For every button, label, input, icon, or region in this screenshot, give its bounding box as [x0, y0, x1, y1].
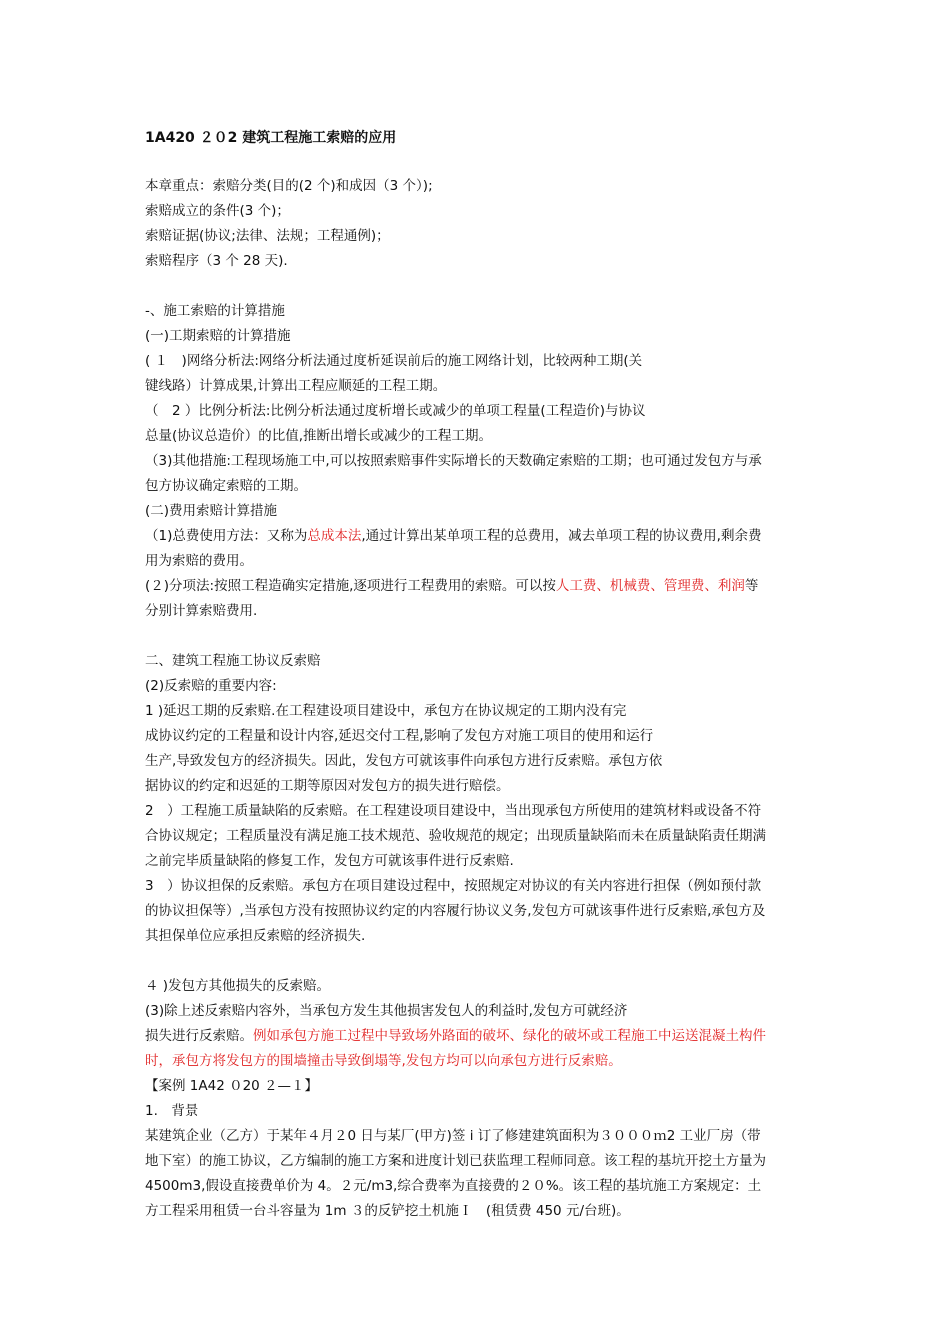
highlighted-text: 人工费、机械费、管理费、利润: [555, 578, 745, 594]
text-line: [145, 1024, 810, 1049]
text-line: [145, 1049, 810, 1074]
text-line: 1. 背景: [145, 1103, 199, 1119]
text-line: 键线路）计算成果,计算出工程应顺延的工程工期。: [145, 378, 447, 394]
text-line: (二)费用索赔计算措施: [145, 503, 278, 519]
text-line: 【案例 1A42 ０20 ２—１】: [145, 1078, 319, 1094]
text-line: [145, 574, 810, 599]
text-segment: (２)分项法:按照工程造确实定措施,逐项进行工程费用的索赔。可以按: [145, 578, 556, 594]
blank-line: [145, 274, 810, 299]
text-line: 成协议约定的工程量和设计内容,延迟交付工程,影响了发包方对施工项目的使用和运行: [145, 728, 654, 744]
text-line: 包方协议确定索赔的工期。: [145, 478, 307, 494]
text-line: ４ )发包方其他损失的反索赔。: [145, 978, 331, 994]
text-line: (2)反索赔的重要内容:: [145, 678, 277, 694]
text-line: 用为索赔的费用。: [145, 553, 253, 569]
text-line: 4500m3,假设直接费单价为 4。２元/m3,综合费率为直接费的２０%。该工程的基坑施工方案规定：土: [145, 1178, 762, 1194]
text-line: (3)除上述反索赔内容外，当承包方发生其他损害发包人的利益时,发包方可就经济: [145, 1003, 628, 1019]
highlighted-text: 例如承包方施工过程中导致场外路面的破坏、绿化的破坏或工程施工中运送混凝土构件: [253, 1028, 766, 1044]
text-line: 的协议担保等）,当承包方没有按照协议约定的内容履行协议义务,发包方可就该事件进行反索赔,承包方及: [145, 903, 766, 919]
document-body: [145, 127, 810, 1224]
text-line: 2 ）工程施工质量缺陷的反索赔。在工程建设项目建设中，当出现承包方所使用的建筑材料或设备不符: [145, 803, 762, 819]
highlighted-text: 时，承包方将发包方的围墙撞击导致倒塌等,发包方均可以向承包方进行反索赔。: [145, 1053, 622, 1069]
text-line: 索赔成立的条件(3 个)；: [145, 203, 290, 219]
text-segment: 等: [744, 578, 759, 594]
text-line: -、施工索赔的计算措施: [145, 303, 285, 319]
text-line: 索赔程序（3 个 28 天).: [145, 253, 288, 269]
text-line: 3 ）协议担保的反索赔。承包方在项目建设过程中，按照规定对协议的有关内容进行担保（例如预付款: [145, 878, 762, 894]
text-segment: ,通过计算出某单项工程的总费用，减去单项工程的协议费用,剩余费: [361, 528, 762, 544]
text-line: 1 )延迟工期的反索赔.在工程建设项目建设中，承包方在协议规定的工期内没有完: [145, 703, 627, 719]
blank-line: [145, 624, 810, 649]
text-line: 之前完毕质量缺陷的修复工作，发包方可就该事件进行反索赔.: [145, 853, 514, 869]
text-line: 总量(协议总造价）的比值,推断出增长或减少的工程工期。: [145, 428, 493, 444]
text-line: 分别计算索赔费用.: [145, 603, 258, 619]
text-line: 合协议规定；工程质量没有满足施工技术规范、验收规范的规定；出现质量缺陷而未在质量缺陷责任期满: [145, 828, 766, 844]
text-line: 本章重点：索赔分类(目的(2 个)和成因（3 个）);: [145, 178, 433, 194]
text-line: 方工程采用租赁一台斗容量为 1m ３的反铲挖土机施Ｉ (租赁费 450 元/台班)。: [145, 1203, 630, 1219]
text-segment: （1)总费使用方法：又称为: [145, 528, 308, 544]
text-line: 地下室）的施工协议，乙方编制的施工方案和进度计划已获监理工程师同意。该工程的基坑开挖土方量为: [145, 1153, 766, 1169]
highlighted-text: 总成本法: [307, 528, 362, 544]
text-line: 其担保单位应承担反索赔的经济损失.: [145, 928, 366, 944]
section-title: 1A420 ２０2 建筑工程施工索赔的应用: [145, 130, 397, 146]
text-line: （3)其他措施:工程现场施工中,可以按照索赔事件实际增长的天数确定索赔的工期；也可通过发包方与承: [145, 453, 762, 469]
text-line: 生产,导致发包方的经济损失。因此，发包方可就该事件向承包方进行反索赔。承包方依: [145, 753, 663, 769]
text-line: （ 2 ）比例分析法:比例分析法通过度析增长或减少的单项工程量(工程造价)与协议: [145, 403, 646, 419]
blank-line: [145, 949, 810, 974]
text-line: [145, 524, 810, 549]
text-line: 索赔证据(协议;法律、法规；工程通例)；: [145, 228, 390, 244]
text-line: 二、建筑工程施工协议反索赔: [145, 653, 321, 669]
text-line: (一)工期索赔的计算措施: [145, 328, 291, 344]
text-line: 据协议的约定和迟延的工期等原因对发包方的损失进行赔偿。: [145, 778, 510, 794]
text-line: ( １ )网络分析法:网络分析法通过度析延误前后的施工网络计划，比较两种工期(关: [145, 353, 643, 369]
text-line: 某建筑企业（乙方）于某年４月２0 日与某厂(甲方)签 i 订了修建建筑面积为３０００ｍ2 工业厂房（带: [145, 1128, 761, 1144]
text-segment: 损失进行反索赔。: [145, 1028, 253, 1044]
